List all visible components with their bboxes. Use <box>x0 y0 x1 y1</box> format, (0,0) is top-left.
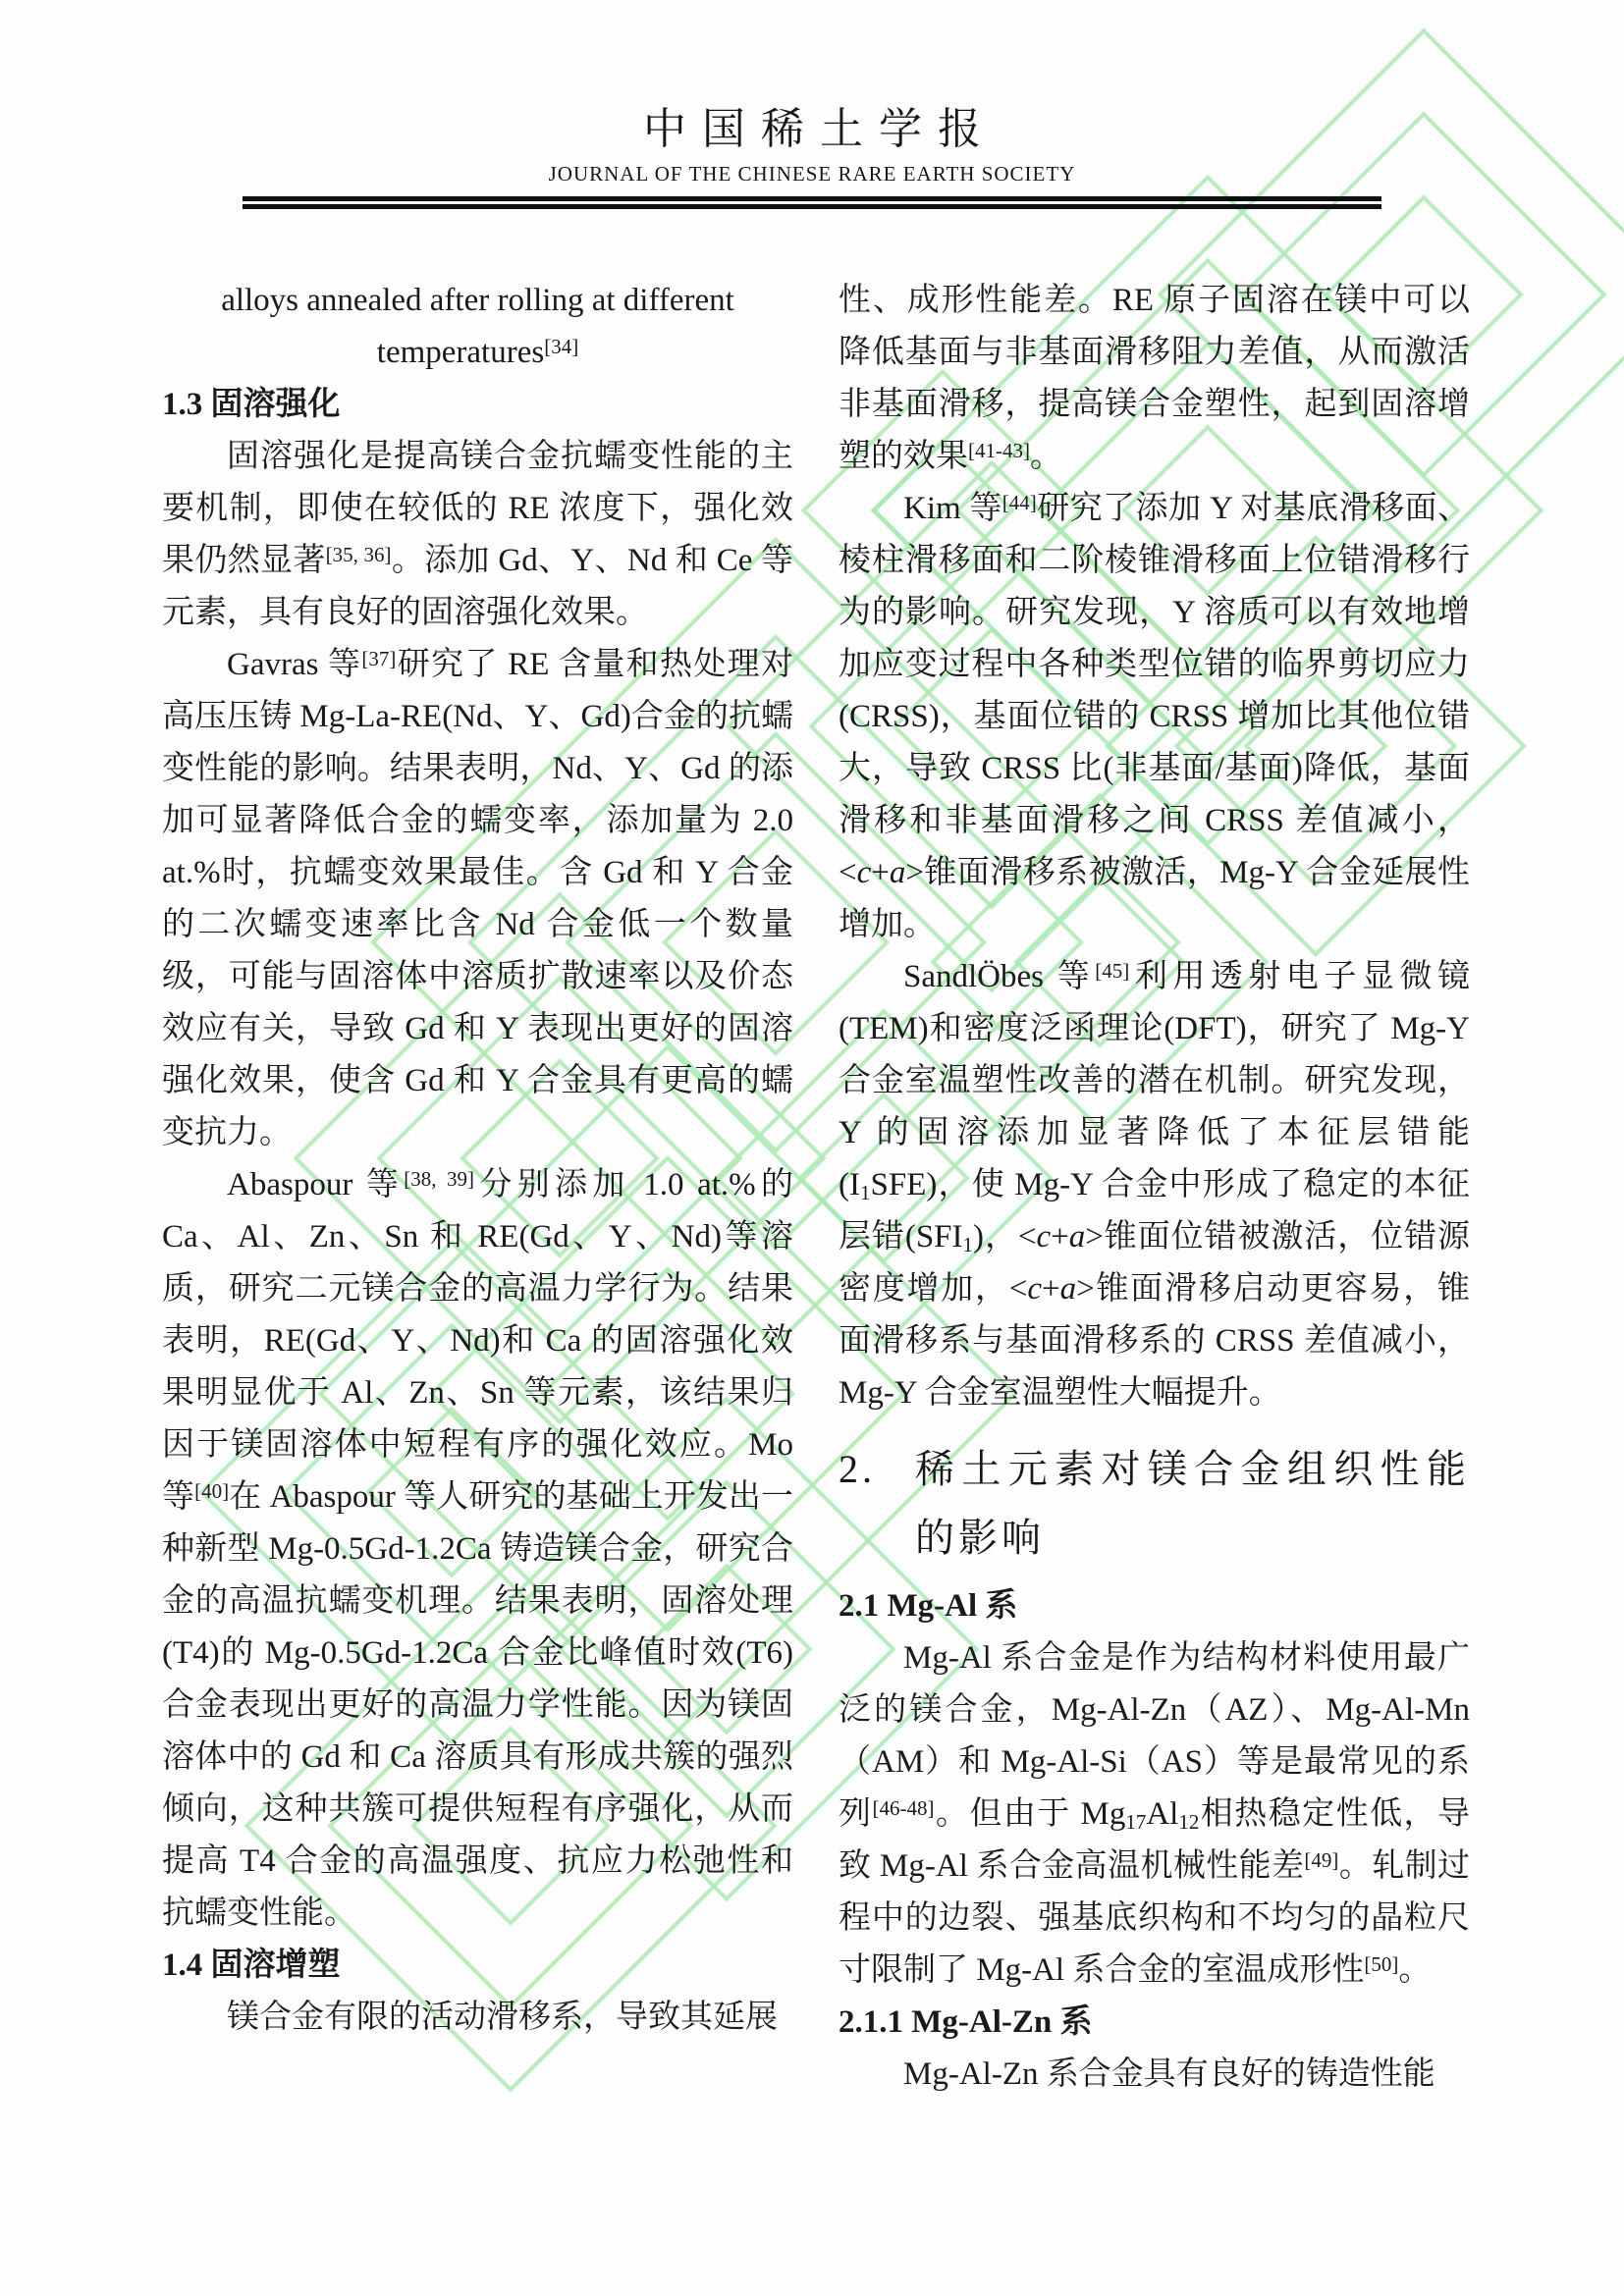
paragraph <box>839 951 1470 1419</box>
text-run: >锥面滑移启动更容易，锥面滑移系与基面滑移系的 CRSS 差值减小，Mg-Y 合金室温塑性大幅提升。 <box>839 1271 1470 1411</box>
paragraph <box>162 639 793 1159</box>
text-run: temperatures <box>376 335 545 370</box>
italic-run: a <box>1068 1219 1086 1255</box>
paragraph <box>839 1632 1470 1997</box>
section-heading <box>839 1435 1470 1573</box>
figure-caption-line <box>162 275 793 327</box>
citation-ref: [45] <box>1095 959 1130 983</box>
journal-title: 中国稀土学报 <box>643 105 997 153</box>
subsection-heading <box>839 1580 1470 1632</box>
column-right <box>839 275 1470 2101</box>
citation-ref: [44] <box>1001 491 1037 514</box>
subsection-heading <box>162 1940 793 1992</box>
paragraph <box>162 1992 793 2044</box>
subscript: 17 <box>1125 1810 1147 1834</box>
text-run: 1.4 固溶增塑 <box>162 1948 341 1983</box>
text-run: SFE)，使 Mg-Y 合金中形成了稳定的本征层错(SFI <box>839 1167 1470 1255</box>
text-run: 稀土元素对镁合金组织性能的影响 <box>915 1447 1470 1560</box>
citation-ref: [49] <box>1304 1848 1339 1872</box>
subscript: 1 <box>859 1181 871 1204</box>
text-run: 。轧制过程中的边裂、强基底织构和不均匀的晶粒尺寸限制了 Mg-Al 系合金的室温成形性 <box>839 1848 1470 1988</box>
section-title <box>915 1435 1470 1573</box>
text-run: 研究了添加 Y 对基底滑移面、棱柱滑移面和二阶棱锥滑移面上位错滑移行为的影响。研究发现，Y 溶质可以有效地增加应变过程中各种类型位错的临界剪切应力(CRSS)，基面位错的 CRSS 增加比其他位错大，导致 CRSS 比(非基面/基面)降低，基面滑移和非基面滑移之间 CRSS 差值减小，< <box>839 491 1471 890</box>
subsection-heading <box>839 1997 1470 2049</box>
citation-ref: [46-48] <box>872 1796 935 1820</box>
text-run: + <box>1042 1271 1060 1307</box>
text-run: Al <box>1146 1796 1179 1832</box>
journal-subtitle: JOURNAL OF THE CHINESE RARE EARTH SOCIETY <box>548 162 1076 186</box>
text-run: 2.1.1 Mg-Al-Zn 系 <box>839 2004 1093 2040</box>
text-run: 。但由于 Mg <box>934 1796 1126 1832</box>
text-run: Kim 等 <box>903 491 1002 526</box>
column-left <box>162 275 793 2101</box>
text-run: Abaspour 等 <box>227 1167 405 1202</box>
citation-ref: [50] <box>1364 1952 1399 1976</box>
header-rule <box>243 196 1381 209</box>
text-run: 性、成形性能差。RE 原子固溶在镁中可以降低基面与非基面滑移阻力差值，从而激活非基面滑移，提高镁合金塑性，起到固溶增塑的效果 <box>839 283 1470 474</box>
text-run: 分别添加 1.0 at.%的 Ca、Al、Zn、Sn 和 RE(Gd、Y、Nd)等溶质，研究二元镁合金的高温力学行为。结果表明，RE(Gd、Y、Nd)和 Ca 的固溶强化效果明显优于 Al、Zn、Sn 等元素，该结果归因于镁固溶体中短程有序的强化效应。Mo 等 <box>162 1167 794 1515</box>
subsection-heading <box>162 379 793 431</box>
citation-ref: [38, 39] <box>404 1167 475 1191</box>
article-body <box>162 275 1470 2101</box>
citation-ref: [35, 36] <box>325 543 392 566</box>
paragraph <box>162 1159 793 1940</box>
italic-run: a <box>1059 1271 1077 1307</box>
text-run: 1.3 固溶强化 <box>162 387 341 422</box>
text-run: 。添加 Gd、Y、Nd 和 Ce 等元素，具有良好的固溶强化效果。 <box>162 543 793 630</box>
paragraph <box>162 431 793 639</box>
text-run: >锥面滑移系被激活，Mg-Y 合金延展性增加。 <box>839 855 1470 942</box>
text-run: 利用透射电子显微镜(TEM)和密度泛函理论(DFT)，研究了 Mg-Y 合金室温塑性改善的潜在机制。研究发现，Y 的固溶添加显著降低了本征层错能(I <box>839 959 1471 1202</box>
citation-ref: [40] <box>194 1479 230 1503</box>
citation-ref: [41-43] <box>968 439 1030 462</box>
text-run: 镁合金有限的活动滑移系，导致其延展 <box>227 2000 778 2035</box>
subscript: 1 <box>962 1233 974 1256</box>
text-run: 固溶强化是提高镁合金抗蠕变性能的主要机制，即使在较低的 RE 浓度下，强化效果仍然显著 <box>162 439 793 578</box>
italic-run: c <box>1027 1271 1043 1307</box>
text-run: Mg-Al 系合金是作为结构材料使用最广泛的镁合金，Mg-Al-Zn（AZ）、Mg-Al-Mn（AM）和 Mg-Al-Si（AS）等是最常见的系列 <box>839 1640 1470 1832</box>
text-run: alloys annealed after rolling at different <box>221 283 734 318</box>
text-run: )，< <box>973 1219 1037 1255</box>
text-run: 研究了 RE 含量和热处理对高压压铸 Mg-La-RE(Nd、Y、Gd)合金的抗蠕变性能的影响。结果表明，Nd、Y、Gd 的添加可显著降低合金的蠕变率，添加量为 2.0 at.%时，抗蠕变效果最佳。含 Gd 和 Y 合金的二次蠕变速率比含 Nd 合金低一个数量级，可能与固溶体中溶质扩散速率以及价态效应有关，导致 Gd 和 Y 表现出更好的固溶强化效果，使含 Gd 和 Y 合金具有更高的蠕变抗力。 <box>162 647 793 1150</box>
text-run: 。 <box>1398 1952 1432 1988</box>
text-run: + <box>1051 1219 1069 1255</box>
italic-run: a <box>889 855 906 890</box>
text-run: 在 Abaspour 等人研究的基础上开发出一种新型 Mg-0.5Gd-1.2Ca 铸造镁合金，研究合金的高温抗蠕变机理。结果表明，固溶处理(T4)的 Mg-0.5Gd-1.2Ca 合金比峰值时效(T6)合金表现出更好的高温力学性能。因为镁固溶体中的 Gd 和 Ca 溶质具有形成共簇的强烈倾向，这种共簇可提供短程有序强化，从而提高 T4 合金的高温强度、抗应力松弛性和抗蠕变性能。 <box>162 1479 794 1931</box>
text-run: 相热稳定性低，导致 Mg-Al 系合金高温机械性能差 <box>839 1796 1471 1884</box>
text-run: + <box>871 855 890 890</box>
paragraph <box>839 483 1470 951</box>
subscript: 12 <box>1178 1810 1200 1834</box>
citation-ref: [37] <box>361 647 397 670</box>
page-header <box>0 0 1624 209</box>
text-run: SandlÖbes 等 <box>903 959 1096 994</box>
citation-ref: [34] <box>544 335 579 358</box>
text-run: >锥面位错被激活，位错源密度增加，< <box>839 1219 1470 1307</box>
text-run: Gavras 等 <box>227 647 362 682</box>
italic-run: c <box>1036 1219 1052 1255</box>
text-run: 2.1 Mg-Al 系 <box>839 1588 1018 1624</box>
figure-caption-line <box>162 327 793 379</box>
section-number: 2. <box>839 1447 876 1491</box>
italic-run: c <box>856 855 872 890</box>
text-run: Mg-Al-Zn 系合金具有良好的铸造性能 <box>903 2056 1435 2092</box>
paragraph <box>839 2049 1470 2101</box>
text-run: 。 <box>1029 439 1062 474</box>
paragraph-continuation <box>839 275 1470 483</box>
